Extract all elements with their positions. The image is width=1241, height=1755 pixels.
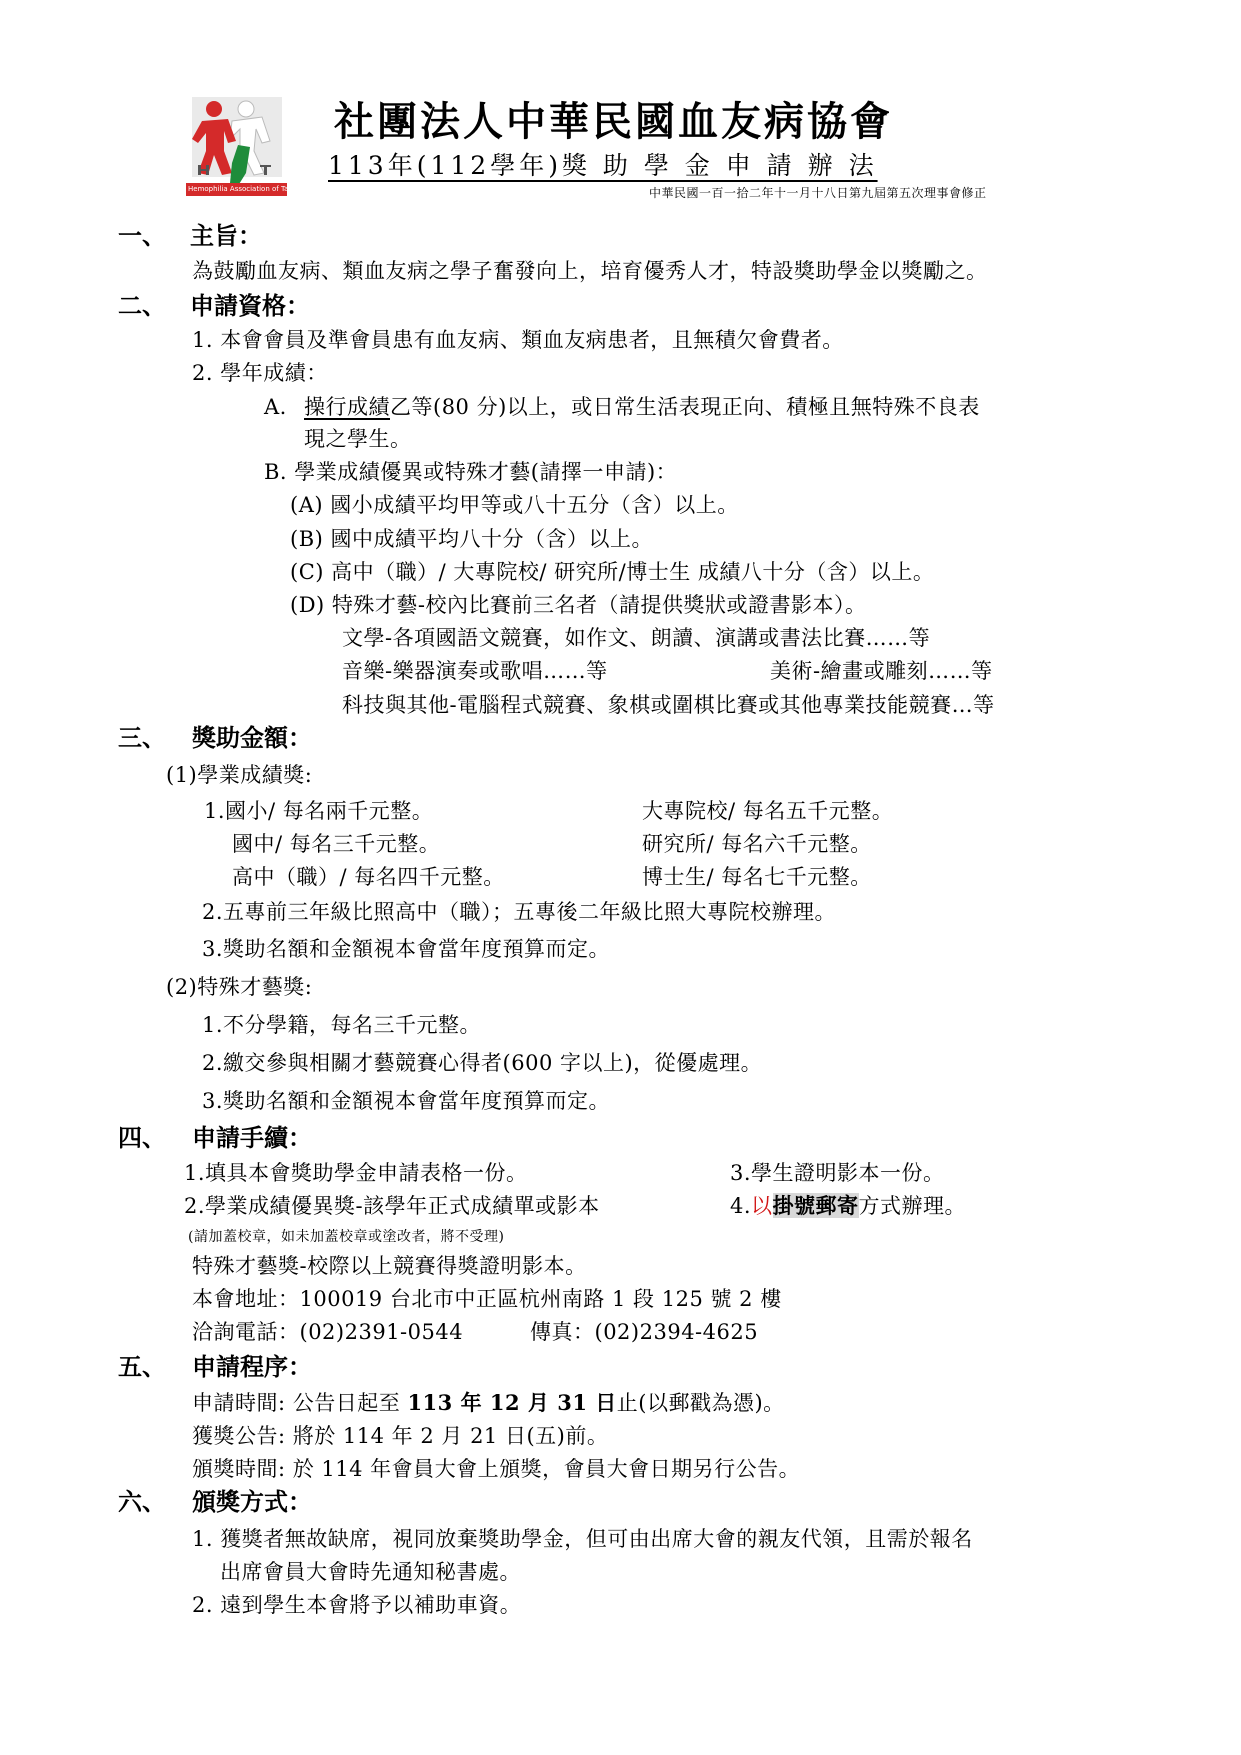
purpose-text: 為鼓勵血友病、類血友病之學子奮發向上，培育優秀人才，特設獎助學金以獎勵之。 — [192, 259, 988, 283]
award-method-1: 1. 獲獎者無故缺席，視同放棄獎助學金，但可由出席大會的親友代領，且需於報名 — [192, 1527, 973, 1551]
award-college: 大專院校/ 每名五千元整。 — [642, 799, 894, 823]
section-number: 一、 — [118, 222, 166, 250]
eligibility-b-d: (D) 特殊才藝-校內比賽前三名者（請提供獎狀或證書影本）。 — [290, 593, 867, 617]
announcement-date: 獲獎公告: 將於 114 年 2 月 21 日(五)前。 — [192, 1424, 609, 1448]
talent-rule-2: 2.繳交參與相關才藝競賽心得者(600 字以上)，從優處理。 — [202, 1051, 763, 1075]
eligibility-a — [264, 392, 980, 422]
talent-literature: 文學-各項國語文競賽，如作文、朗讀、演講或書法比賽……等 — [342, 626, 931, 650]
section-title: 申請資格： — [190, 292, 310, 320]
eligibility-item-2: 2. 學年成績： — [192, 361, 328, 385]
period-note: 止(以郵戳為憑)。 — [616, 1391, 785, 1415]
application-period — [192, 1388, 785, 1418]
award-method-2: 2. 遠到學生本會將予以補助車資。 — [192, 1593, 522, 1617]
award-rule-2: 2.五專前三年級比照高中（職）；五專後二年級比照大專院校辦理。 — [202, 900, 837, 924]
seal-note: (請加蓋校章，如未加蓋校章或塗改者，將不受理) — [188, 1229, 505, 1245]
logo — [184, 93, 305, 201]
item-number: 4. — [730, 1194, 752, 1218]
emphasis-text: 以 — [751, 1194, 773, 1218]
item-label: A. — [264, 395, 287, 419]
eligibility-b-b: (B) 國中成績平均八十分（含）以上。 — [290, 527, 653, 551]
award-method-1-cont: 出席會員大會時先通知秘書處。 — [220, 1560, 521, 1584]
ceremony-time: 頒獎時間: 於 114 年會員大會上頒獎，會員大會日期另行公告。 — [192, 1457, 801, 1481]
deadline-date: 113 年 12 月 31 日 — [407, 1390, 617, 1415]
item-text: 乙等(80 分)以上，或日常生活表現正向、積極且無特殊不良表 — [390, 395, 980, 419]
section-title: 申請手續： — [192, 1124, 312, 1152]
procedure-2: 2.學業成績優異獎-該學年正式成績單或影本 — [184, 1194, 600, 1218]
section-title: 頒獎方式： — [192, 1488, 312, 1516]
talent-rule-3: 3.獎助名額和金額視本會當年度預算而定。 — [202, 1089, 611, 1113]
registered-mail-highlight: 掛號郵寄 — [772, 1193, 859, 1218]
eligibility-b: B. 學業成績優異或特殊才藝(請擇一申請)： — [264, 460, 678, 484]
section-1-heading — [118, 220, 262, 252]
page-subtitle: 113年(112學年)獎 助 學 金 申 請 辦 法 — [328, 151, 878, 180]
section-number: 四、 — [118, 1124, 166, 1152]
section-2-heading — [118, 290, 310, 322]
section-number: 六、 — [118, 1488, 166, 1516]
award-junior-high: 國中/ 每名三千元整。 — [232, 832, 441, 856]
talent-art: 美術-繪畫或雕刻……等 — [770, 659, 993, 683]
section-number: 二、 — [118, 292, 166, 320]
section-number: 三、 — [118, 724, 166, 752]
contact-phone: 洽詢電話：(02)2391-0544 — [192, 1320, 464, 1344]
section-title: 獎助金額： — [192, 724, 312, 752]
award-senior-high: 高中（職）/ 每名四千元整。 — [232, 865, 505, 889]
award-elementary: 1.國小/ 每名兩千元整。 — [204, 799, 434, 823]
revision-note: 中華民國一百一拾二年十一月十八日第九屆第五次理事會修正 — [649, 186, 987, 200]
section-4-heading — [118, 1122, 312, 1154]
eligibility-item-1: 1. 本會會員及準會員患有血友病、類血友病患者，且無積欠會費者。 — [192, 328, 844, 352]
page-title: 社團法人中華民國血友病協會 — [334, 98, 893, 145]
section-5-heading — [118, 1351, 312, 1383]
talent-tech: 科技與其他-電腦程式競賽、象棋或圍棋比賽或其他專業技能競賽…等 — [342, 693, 995, 717]
period-label: 申請時間: 公告日起至 — [192, 1391, 408, 1415]
talent-award-label: (2)特殊才藝獎: — [166, 975, 313, 999]
talent-proof: 特殊才藝獎-校際以上競賽得獎證明影本。 — [192, 1254, 587, 1278]
section-6-heading — [118, 1486, 312, 1518]
procedure-1: 1.填具本會獎助學金申請表格一份。 — [184, 1161, 528, 1185]
section-title: 主旨： — [190, 222, 262, 250]
award-doctoral: 博士生/ 每名七千元整。 — [642, 865, 872, 889]
procedure-4 — [730, 1191, 966, 1221]
section-title: 申請程序： — [192, 1353, 312, 1381]
association-address: 本會地址：100019 台北市中正區杭州南路 1 段 125 號 2 樓 — [192, 1287, 782, 1311]
academic-award-label: (1)學業成績獎: — [166, 763, 313, 787]
award-rule-3: 3.獎助名額和金額視本會當年度預算而定。 — [202, 937, 611, 961]
contact-fax: 傳真：(02)2394-4625 — [530, 1320, 759, 1344]
item-text: 方式辦理。 — [858, 1194, 967, 1218]
eligibility-a-cont: 現之學生。 — [304, 427, 412, 451]
award-graduate: 研究所/ 每名六千元整。 — [642, 832, 872, 856]
logo-caption: Hemophilia Association of Taiwan — [188, 185, 305, 193]
section-3-heading — [118, 722, 312, 754]
eligibility-b-c: (C) 高中（職）/ 大專院校/ 研究所/博士生 成績八十分（含）以上。 — [290, 560, 935, 584]
conduct-grade-text: 操行成績 — [304, 395, 390, 419]
procedure-3: 3.學生證明影本一份。 — [730, 1161, 945, 1185]
section-number: 五、 — [118, 1353, 166, 1381]
talent-rule-1: 1.不分學籍，每名三千元整。 — [202, 1013, 482, 1037]
talent-music: 音樂-樂器演奏或歌唱……等 — [342, 659, 608, 683]
eligibility-b-a: (A) 國小成績平均甲等或八十五分（含）以上。 — [290, 493, 739, 517]
